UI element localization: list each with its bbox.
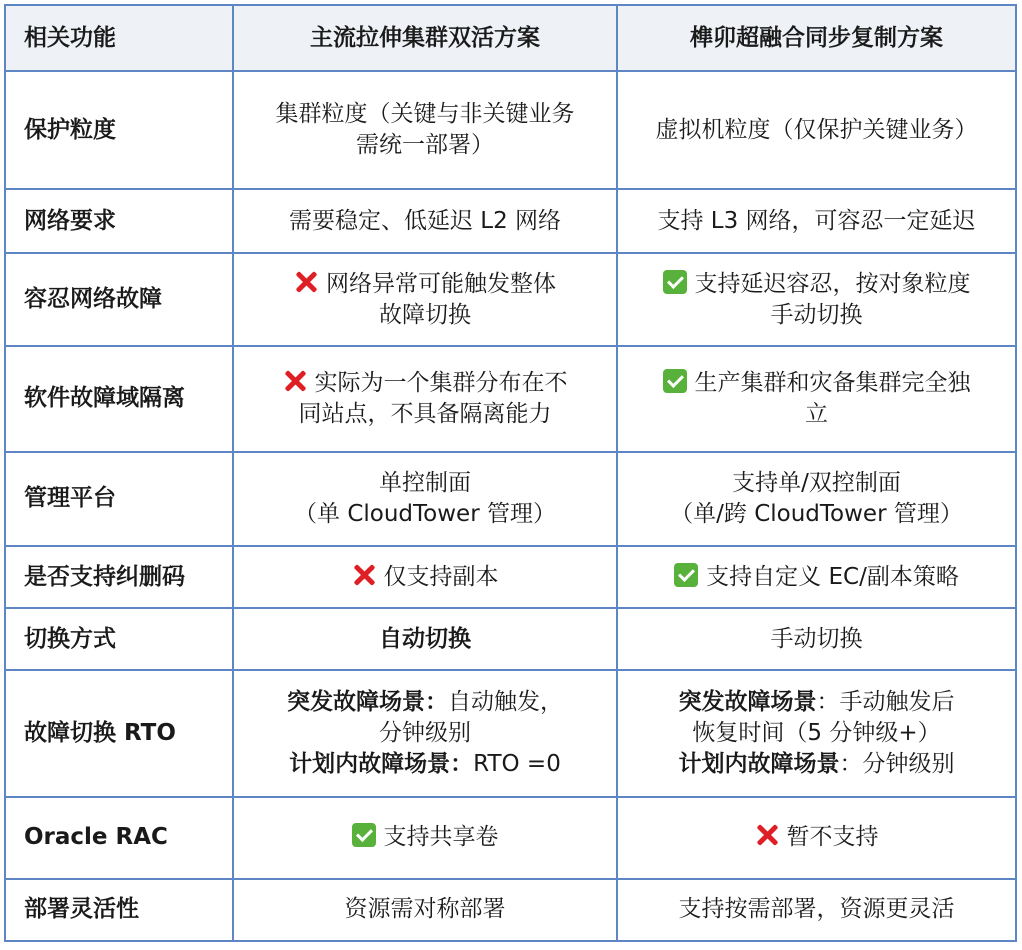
cell-text: ：手动触发后 [816,688,955,715]
table-row [5,546,1016,608]
check-mark-icon [352,823,376,847]
header-sync-replication: 榫卯超融合同步复制方案 [617,5,1016,71]
cell-text: 分钟级别 [379,719,471,746]
row-label: 网络要求 [5,189,233,253]
table-row [5,670,1016,796]
cell-text: ：分钟级别 [839,750,955,777]
cell-text: （单/跨 CloudTower 管理） [670,500,963,527]
cell-text: 恢复时间（5 分钟级+） [692,719,941,746]
cell-text-bold: 计划内故障场景 [678,750,840,777]
cell-text: 手动切换 [770,625,863,652]
header-feature: 相关功能 [5,5,233,71]
cell-stretched-cluster [233,879,617,941]
cell-text: 仅支持副本 [383,563,499,590]
table-row [5,879,1016,941]
cell-text: 实际为一个集群分布在不 [314,369,568,396]
check-mark-icon [663,369,687,393]
cell-stretched-cluster [233,452,617,546]
cell-text: 支持单/双控制面 [732,469,901,496]
cross-mark-icon [755,823,779,847]
cell-sync-replication [617,189,1016,253]
cell-stretched-cluster [233,546,617,608]
cell-stretched-cluster [233,189,617,253]
table-row [5,797,1016,879]
row-label: 是否支持纠删码 [5,546,233,608]
check-mark-icon [663,270,687,294]
cell-text: 支持按需部署，资源更灵活 [678,896,955,923]
table-row [5,71,1016,189]
cell-text: 立 [805,400,828,427]
cell-text: 支持自定义 EC/副本策略 [706,563,959,590]
cell-text: 生产集群和灾备集群完全独 [694,369,971,396]
cell-sync-replication [617,797,1016,879]
cell-text: 自动切换 [379,625,471,652]
cell-text: 网络异常可能触发整体 [326,270,556,297]
cell-stretched-cluster [233,346,617,452]
cell-text: 支持延迟容忍，按对象粒度 [694,270,971,297]
row-label: Oracle RAC [5,797,233,879]
cell-text: 集群粒度（关键与非关键业务 [275,101,575,128]
row-label: 切换方式 [5,608,233,670]
header-stretched-cluster: 主流拉伸集群双活方案 [233,5,617,71]
table-row [5,346,1016,452]
cell-stretched-cluster [233,797,617,879]
cell-sync-replication [617,253,1016,345]
cross-mark-icon [352,563,376,587]
cell-sync-replication [617,452,1016,546]
cell-text: 自动触发， [448,688,563,715]
cross-mark-icon [283,369,307,393]
row-label: 部署灵活性 [5,879,233,941]
cell-stretched-cluster [233,71,617,189]
cell-stretched-cluster [233,253,617,345]
row-label: 保护粒度 [5,71,233,189]
row-label: 管理平台 [5,452,233,546]
row-label: 容忍网络故障 [5,253,233,345]
table-row [5,189,1016,253]
cell-stretched-cluster [233,670,617,796]
cell-text: 需要稳定、低延迟 L2 网络 [288,207,562,234]
cell-text: 同站点，不具备隔离能力 [298,400,552,427]
table-row [5,253,1016,345]
comparison-table [4,4,1017,942]
cell-sync-replication [617,71,1016,189]
cell-text: 支持 L3 网络，可容忍一定延迟 [657,207,976,234]
cell-text: 手动切换 [770,301,863,328]
cell-text: 资源需对称部署 [344,896,506,923]
cell-sync-replication [617,608,1016,670]
cell-text: （单 CloudTower 管理） [294,500,556,527]
cross-mark-icon [294,270,318,294]
check-mark-icon [674,563,698,587]
cell-sync-replication [617,670,1016,796]
header-row [5,5,1016,71]
cell-text-bold: 计划内故障场景： [289,750,474,777]
cell-text: 单控制面 [379,469,471,496]
cell-sync-replication [617,346,1016,452]
cell-stretched-cluster [233,608,617,670]
cell-text-bold: 突发故障场景 [678,688,817,715]
cell-text-bold: 突发故障场景： [287,688,448,715]
cell-sync-replication [617,546,1016,608]
cell-text: 故障切换 [379,301,471,328]
row-label: 故障切换 RTO [5,670,233,796]
cell-text: 支持共享卷 [383,824,499,851]
row-label: 软件故障域隔离 [5,346,233,452]
cell-sync-replication [617,879,1016,941]
cell-text: 虚拟机粒度（仅保护关键业务） [655,116,978,143]
cell-text: 需统一部署） [356,132,494,159]
cell-text: 暂不支持 [786,824,879,851]
table-row [5,608,1016,670]
table-row [5,452,1016,546]
cell-text: RTO =0 [473,750,561,777]
